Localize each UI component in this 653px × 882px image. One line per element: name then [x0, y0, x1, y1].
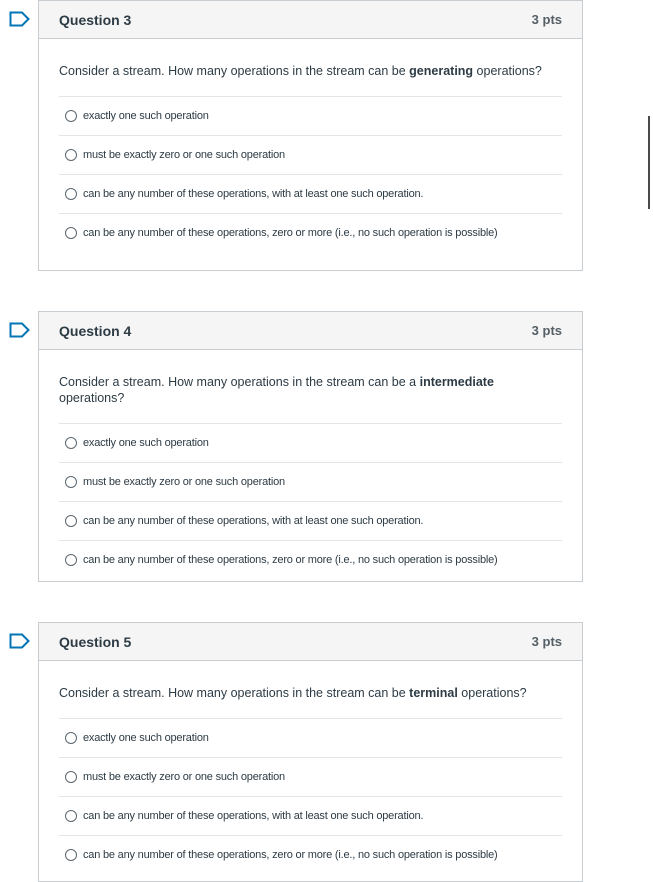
answer-option[interactable]	[59, 835, 562, 874]
question-prompt	[59, 374, 562, 406]
radio-button[interactable]	[65, 849, 77, 861]
answer-label[interactable]: exactly one such operation	[83, 110, 209, 122]
prompt-text: Consider a stream. How many operations in the stream can be a	[59, 375, 420, 389]
radio-button[interactable]	[65, 476, 77, 488]
answer-list	[59, 96, 562, 252]
answer-label[interactable]: exactly one such operation	[83, 437, 209, 449]
answer-option[interactable]	[59, 423, 562, 462]
question-header	[39, 623, 582, 661]
prompt-text-end: operations?	[59, 391, 125, 405]
answer-option[interactable]	[59, 718, 562, 757]
question-points: 3 pts	[531, 323, 562, 338]
answer-label[interactable]: must be exactly zero or one such operation	[83, 149, 285, 161]
radio-button[interactable]	[65, 437, 77, 449]
question-header	[39, 1, 582, 39]
answer-list	[59, 423, 562, 579]
question-points: 3 pts	[531, 634, 562, 649]
radio-button[interactable]	[65, 227, 77, 239]
answer-label[interactable]: exactly one such operation	[83, 732, 209, 744]
prompt-text: Consider a stream. How many operations in the stream can be	[59, 64, 410, 78]
question-title: Question 3	[59, 11, 132, 28]
answer-label[interactable]: can be any number of these operations, zero or more (i.e., no such operation is possible)	[83, 227, 498, 239]
radio-button[interactable]	[65, 771, 77, 783]
question-card	[38, 622, 583, 882]
prompt-text: Consider a stream. How many operations in the stream can be	[59, 686, 410, 700]
question-header	[39, 312, 582, 350]
prompt-text-end: operations?	[457, 686, 527, 700]
radio-button[interactable]	[65, 515, 77, 527]
answer-option[interactable]	[59, 213, 562, 252]
flag-question-icon[interactable]	[9, 11, 30, 27]
answer-label[interactable]: can be any number of these operations, with at least one such operation.	[83, 515, 424, 527]
answer-label[interactable]: can be any number of these operations, with at least one such operation.	[83, 810, 424, 822]
question-points: 3 pts	[531, 12, 562, 27]
answer-label[interactable]: can be any number of these operations, zero or more (i.e., no such operation is possible)	[83, 554, 498, 566]
answer-option[interactable]	[59, 757, 562, 796]
radio-button[interactable]	[65, 110, 77, 122]
question-card	[38, 311, 583, 582]
answer-option[interactable]	[59, 501, 562, 540]
answer-label[interactable]: can be any number of these operations, with at least one such operation.	[83, 188, 424, 200]
answer-label[interactable]: can be any number of these operations, zero or more (i.e., no such operation is possible)	[83, 849, 498, 861]
answer-option[interactable]	[59, 540, 562, 579]
radio-button[interactable]	[65, 149, 77, 161]
radio-button[interactable]	[65, 732, 77, 744]
prompt-keyword: intermediate	[419, 375, 494, 389]
prompt-keyword: terminal	[409, 686, 458, 700]
flag-question-icon[interactable]	[9, 633, 30, 649]
question-card	[38, 0, 583, 271]
question-title: Question 5	[59, 633, 132, 650]
prompt-keyword: generating	[409, 64, 474, 78]
answer-label[interactable]: must be exactly zero or one such operation	[83, 476, 285, 488]
radio-button[interactable]	[65, 810, 77, 822]
answer-option[interactable]	[59, 796, 562, 835]
scrollbar-thumb[interactable]	[648, 116, 650, 209]
radio-button[interactable]	[65, 554, 77, 566]
prompt-text-end: operations?	[473, 64, 542, 78]
question-prompt	[59, 685, 562, 701]
answer-option[interactable]	[59, 174, 562, 213]
answer-label[interactable]: must be exactly zero or one such operation	[83, 771, 285, 783]
question-prompt	[59, 63, 562, 79]
answer-option[interactable]	[59, 135, 562, 174]
answer-option[interactable]	[59, 462, 562, 501]
answer-list	[59, 718, 562, 874]
flag-question-icon[interactable]	[9, 322, 30, 338]
question-title: Question 4	[59, 322, 132, 339]
radio-button[interactable]	[65, 188, 77, 200]
answer-option[interactable]	[59, 96, 562, 135]
